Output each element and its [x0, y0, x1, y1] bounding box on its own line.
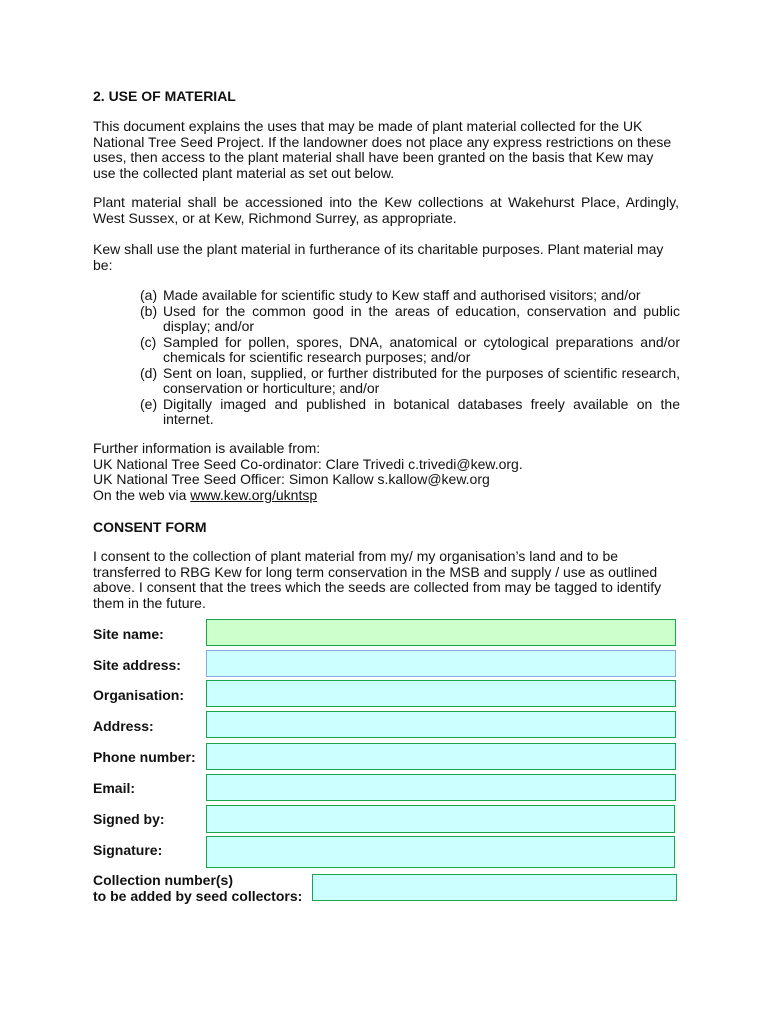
further-info — [93, 441, 679, 503]
organisation-field[interactable] — [206, 680, 676, 707]
site-name-label: Site name: — [93, 626, 164, 642]
list-item: (c) Sampled for pollen, spores, DNA, anatomical or cytological preparations and/or chemicals for scientific research purposes; and/or — [140, 333, 680, 365]
email-field[interactable] — [206, 774, 676, 801]
organisation-label: Organisation: — [93, 687, 185, 703]
address-field[interactable] — [206, 711, 676, 738]
consent-text: I consent to the collection of plant material from my/ my organisation’s land and to be transferred to RBG Kew for long term conservation in the MSB and supply / use as outlined above. I consent that the trees which the seeds are collected from may be tagged to identify them in the future. — [93, 548, 662, 611]
purposes-paragraph: Kew shall use the plant material in furtherance of its charitable purposes. Plant material may be: — [93, 241, 664, 273]
kew-website-link[interactable]: www.kew.org/ukntsp — [190, 486, 318, 503]
signature-field[interactable] — [206, 836, 675, 868]
signed-by-label: Signed by: — [93, 811, 165, 827]
intro-paragraph: This document explains the uses that may be made of plant material collected for the UK National Tree Seed Project. If the landowner does not place any express restrictions on these uses, then access to the plant material shall have been granted on the basis that Kew may use the collected plant material as set out below. — [93, 118, 672, 181]
accession-paragraph: Plant material shall be accessioned into the Kew collections at Wakehurst Place, Ardingly, West Sussex, or at Kew, Richmond Surrey, as appropriate. — [93, 194, 679, 226]
info-web: On the web via www.kew.org/ukntsp — [93, 486, 318, 503]
consent-heading: CONSENT FORM — [93, 519, 207, 535]
collection-number-label: Collection number(s) to be added by seed collectors: — [93, 872, 303, 904]
list-item: (b) Used for the common good in the areas of education, conservation and public display; and/or — [140, 302, 680, 334]
site-address-label: Site address: — [93, 657, 181, 673]
email-label: Email: — [93, 780, 136, 796]
signed-by-field[interactable] — [206, 805, 675, 833]
section-heading: 2. USE OF MATERIAL — [93, 88, 236, 104]
info-officer: UK National Tree Seed Officer: Simon Kallow s.kallow@kew.org — [93, 471, 490, 488]
list-item: (e) Digitally imaged and published in botanical databases freely available on the internet. — [140, 395, 680, 427]
info-coordinator: UK National Tree Seed Co-ordinator: Clare Trivedi c.trivedi@kew.org. — [93, 455, 523, 472]
uses-list — [140, 288, 680, 428]
info-intro: Further information is available from: — [93, 440, 321, 456]
list-item: (a) Made available for scientific study to Kew staff and authorised visitors; and/or — [140, 287, 641, 303]
site-name-field[interactable] — [206, 619, 676, 646]
site-address-field[interactable] — [206, 650, 676, 677]
list-item: (d) Sent on loan, supplied, or further distributed for the purposes of scientific research, conservation or horticulture; and/or — [140, 364, 680, 396]
collection-number-field[interactable] — [312, 874, 677, 901]
address-label: Address: — [93, 718, 154, 734]
phone-number-label: Phone number: — [93, 749, 196, 765]
signature-label: Signature: — [93, 842, 163, 858]
phone-number-field[interactable] — [206, 743, 676, 770]
